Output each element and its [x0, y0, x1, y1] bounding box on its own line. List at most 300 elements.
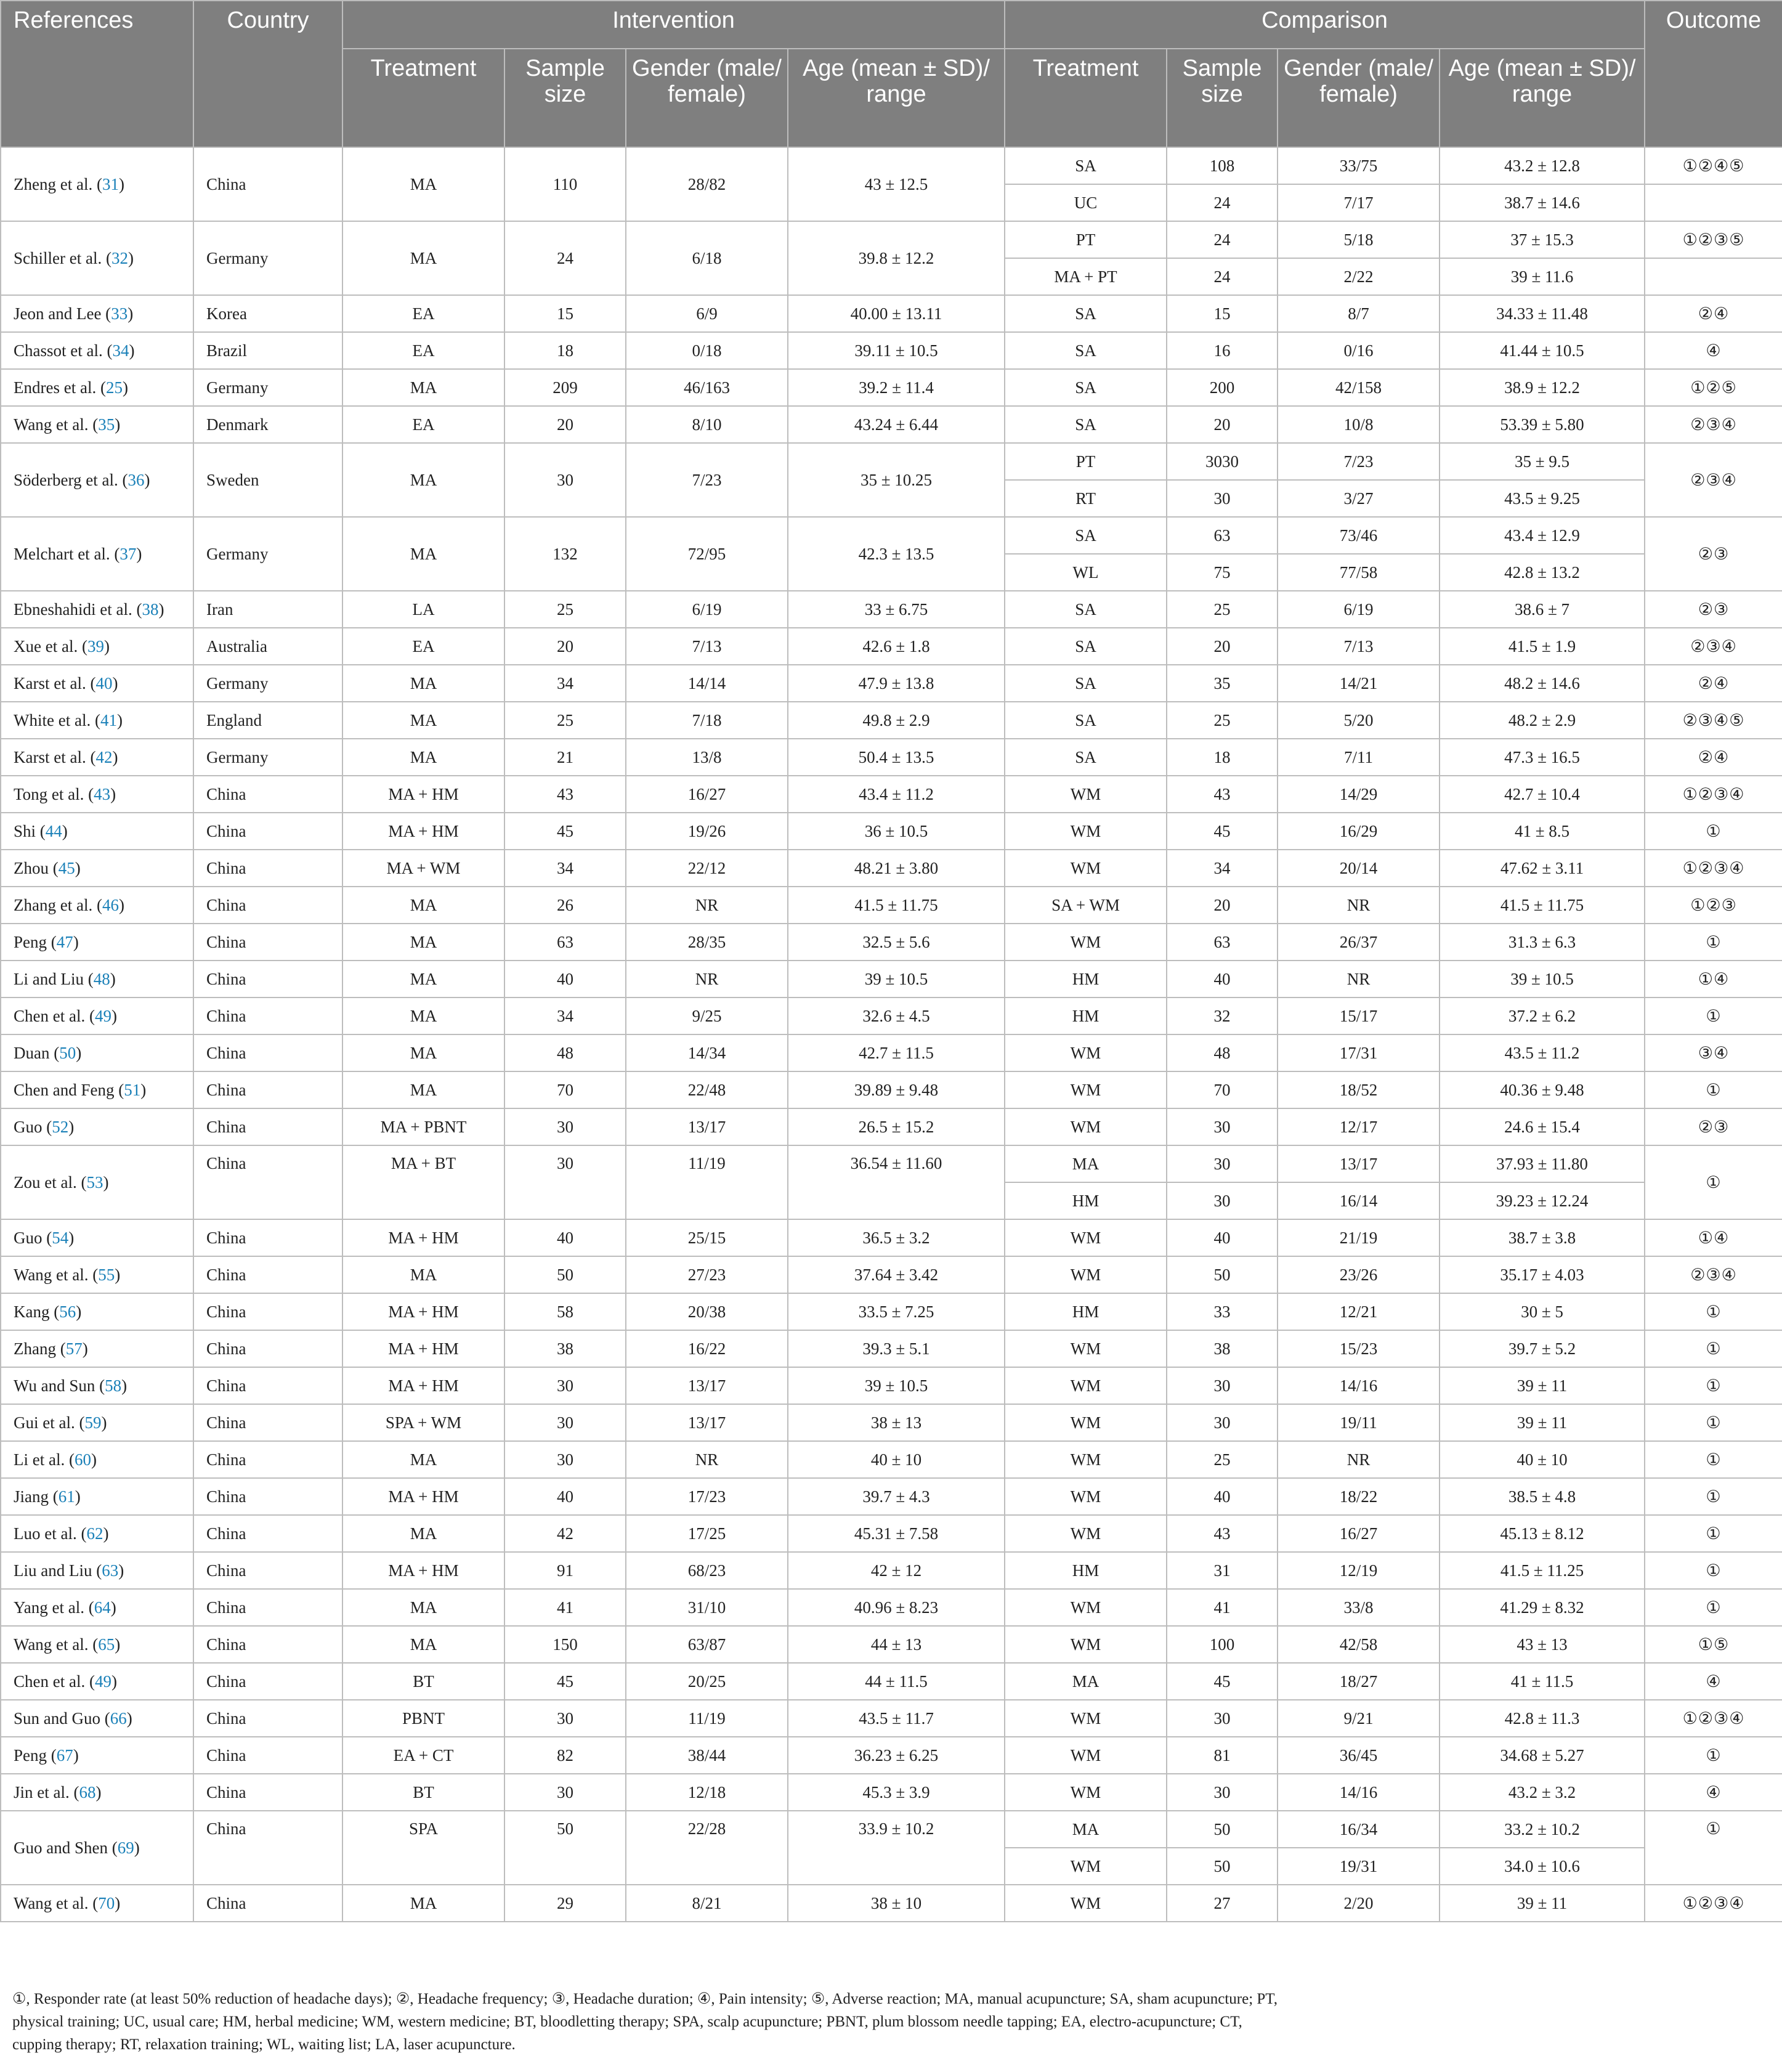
intervention-age-cell: 42.7 ± 11.5 — [788, 1034, 1005, 1071]
comparison-treatment-cell: WM — [1005, 813, 1167, 850]
comparison-gender-cell: 7/23 — [1278, 443, 1440, 480]
citation-link[interactable]: 65 — [98, 1635, 115, 1654]
intervention-treatment-cell: EA — [342, 406, 504, 443]
outcome-cell: ① — [1645, 997, 1782, 1034]
comparison-gender-cell: 8/7 — [1278, 295, 1440, 332]
reference-cell — [1, 1663, 193, 1700]
intervention-sample-size-cell: 21 — [504, 739, 626, 776]
intervention-age-cell: 49.8 ± 2.9 — [788, 702, 1005, 739]
intervention-sample-size-cell: 25 — [504, 702, 626, 739]
country-cell: China — [193, 961, 342, 997]
comparison-sample-size-cell: 200 — [1167, 369, 1278, 406]
table-row — [1, 443, 1782, 480]
outcome-cell: ②④ — [1645, 665, 1782, 702]
intervention-age-cell: 39 ± 10.5 — [788, 961, 1005, 997]
intervention-treatment-cell: MA + HM — [342, 1219, 504, 1256]
comparison-treatment-cell: HM — [1005, 961, 1167, 997]
comparison-age-cell: 39 ± 11 — [1440, 1404, 1645, 1441]
intervention-age-cell: 39.89 ± 9.48 — [788, 1071, 1005, 1108]
comparison-treatment-cell: WM — [1005, 776, 1167, 813]
intervention-sample-size-cell: 40 — [504, 961, 626, 997]
intervention-sample-size-cell: 29 — [504, 1885, 626, 1922]
comparison-treatment-cell: PT — [1005, 443, 1167, 480]
reference-text: Peng ( — [14, 933, 57, 951]
comparison-treatment-cell: MA — [1005, 1145, 1167, 1182]
comparison-sample-size-cell: 30 — [1167, 1700, 1278, 1737]
reference-text: Peng ( — [14, 1746, 57, 1765]
country-cell: Germany — [193, 221, 342, 295]
country-cell: China — [193, 887, 342, 924]
intervention-gender-cell: 16/27 — [626, 776, 788, 813]
comparison-treatment-cell: WM — [1005, 1404, 1167, 1441]
citation-link[interactable]: 56 — [59, 1302, 76, 1321]
comparison-gender-cell: 33/75 — [1278, 147, 1440, 184]
reference-cell — [1, 406, 193, 443]
citation-link[interactable]: 36 — [128, 471, 145, 489]
intervention-treatment-cell: MA — [342, 1441, 504, 1478]
country-cell: China — [193, 1811, 342, 1885]
comparison-gender-cell: 15/17 — [1278, 997, 1440, 1034]
reference-cell — [1, 517, 193, 591]
citation-close: ) — [68, 1229, 75, 1247]
reference-text: Zheng et al. ( — [14, 175, 102, 193]
citation-close: ) — [103, 637, 110, 656]
comparison-age-cell: 35.17 ± 4.03 — [1440, 1256, 1645, 1293]
comparison-sample-size-cell: 35 — [1167, 665, 1278, 702]
reference-text: Zhang ( — [14, 1339, 66, 1358]
reference-cell — [1, 924, 193, 961]
comparison-age-cell: 42.8 ± 13.2 — [1440, 554, 1645, 591]
intervention-age-cell: 40 ± 10 — [788, 1441, 1005, 1478]
comparison-age-cell: 38.6 ± 7 — [1440, 591, 1645, 628]
outcome-cell: ①②④⑤ — [1645, 147, 1782, 184]
comparison-sample-size-cell: 43 — [1167, 1515, 1278, 1552]
comparison-treatment-cell: WM — [1005, 924, 1167, 961]
reference-cell — [1, 1589, 193, 1626]
intervention-gender-cell: 9/25 — [626, 997, 788, 1034]
header-int-age: Age (mean ± SD)/ range — [788, 49, 1005, 147]
citation-close: ) — [76, 1044, 82, 1062]
intervention-gender-cell: 14/34 — [626, 1034, 788, 1071]
comparison-treatment-cell: RT — [1005, 480, 1167, 517]
comparison-age-cell: 37.2 ± 6.2 — [1440, 997, 1645, 1034]
comparison-treatment-cell: SA — [1005, 369, 1167, 406]
comparison-gender-cell: 14/16 — [1278, 1367, 1440, 1404]
outcome-cell — [1645, 258, 1782, 295]
comparison-treatment-cell: SA — [1005, 295, 1167, 332]
intervention-sample-size-cell: 41 — [504, 1589, 626, 1626]
table-row — [1, 1330, 1782, 1367]
comparison-sample-size-cell: 33 — [1167, 1293, 1278, 1330]
reference-cell — [1, 443, 193, 517]
comparison-gender-cell: 7/13 — [1278, 628, 1440, 665]
table-row — [1, 1219, 1782, 1256]
intervention-treatment-cell: MA — [342, 1589, 504, 1626]
comparison-gender-cell: 10/8 — [1278, 406, 1440, 443]
intervention-treatment-cell: MA + HM — [342, 1330, 504, 1367]
intervention-age-cell: 43.4 ± 11.2 — [788, 776, 1005, 813]
citation-link[interactable]: 45 — [58, 859, 75, 877]
intervention-treatment-cell: MA — [342, 1626, 504, 1663]
intervention-age-cell: 40.96 ± 8.23 — [788, 1589, 1005, 1626]
intervention-age-cell: 33.5 ± 7.25 — [788, 1293, 1005, 1330]
intervention-gender-cell: 16/22 — [626, 1330, 788, 1367]
table-row — [1, 739, 1782, 776]
outcome-cell: ②③④ — [1645, 628, 1782, 665]
table-row — [1, 997, 1782, 1034]
citation-link[interactable]: 53 — [86, 1173, 103, 1192]
citation-link[interactable]: 33 — [111, 304, 128, 323]
citation-link[interactable]: 39 — [87, 637, 104, 656]
citation-link[interactable]: 47 — [56, 933, 73, 951]
country-cell: China — [193, 850, 342, 887]
comparison-sample-size-cell: 81 — [1167, 1737, 1278, 1774]
comparison-gender-cell: 3/27 — [1278, 480, 1440, 517]
comparison-treatment-cell: SA + WM — [1005, 887, 1167, 924]
comparison-treatment-cell: WM — [1005, 1589, 1167, 1626]
comparison-gender-cell: 14/16 — [1278, 1774, 1440, 1811]
citation-close: ) — [136, 545, 142, 563]
citation-link[interactable]: 42 — [95, 748, 113, 766]
intervention-treatment-cell: MA — [342, 961, 504, 997]
intervention-gender-cell: 13/8 — [626, 739, 788, 776]
table-row — [1, 665, 1782, 702]
citation-link[interactable]: 25 — [105, 378, 123, 397]
intervention-sample-size-cell: 30 — [504, 1108, 626, 1145]
table-row — [1, 1626, 1782, 1663]
comparison-age-cell: 41.5 ± 11.75 — [1440, 887, 1645, 924]
citation-link[interactable]: 31 — [102, 175, 119, 193]
citation-link[interactable]: 49 — [94, 1672, 111, 1691]
country-cell: China — [193, 1515, 342, 1552]
comparison-sample-size-cell: 50 — [1167, 1811, 1278, 1848]
comparison-sample-size-cell: 20 — [1167, 887, 1278, 924]
citation-close: ) — [73, 933, 79, 951]
comparison-sample-size-cell: 31 — [1167, 1552, 1278, 1589]
comparison-age-cell: 39.7 ± 5.2 — [1440, 1330, 1645, 1367]
citation-link[interactable]: 59 — [84, 1413, 102, 1432]
citation-link[interactable]: 52 — [52, 1118, 69, 1136]
reference-text: Luo et al. ( — [14, 1524, 87, 1543]
comparison-gender-cell: 42/158 — [1278, 369, 1440, 406]
reference-text: Karst et al. ( — [14, 674, 96, 693]
reference-cell — [1, 1367, 193, 1404]
comparison-sample-size-cell: 30 — [1167, 1108, 1278, 1145]
country-cell: Germany — [193, 739, 342, 776]
comparison-treatment-cell: WM — [1005, 1478, 1167, 1515]
reference-text: Chen and Feng ( — [14, 1081, 124, 1099]
comparison-age-cell: 37.93 ± 11.80 — [1440, 1145, 1645, 1182]
citation-link[interactable]: 66 — [110, 1709, 127, 1728]
citation-close: ) — [112, 674, 118, 693]
intervention-gender-cell: 20/25 — [626, 1663, 788, 1700]
intervention-gender-cell: 7/18 — [626, 702, 788, 739]
country-cell: China — [193, 1737, 342, 1774]
outcome-cell: ①②③④ — [1645, 776, 1782, 813]
comparison-sample-size-cell: 63 — [1167, 517, 1278, 554]
citation-link[interactable]: 49 — [94, 1007, 111, 1025]
reference-text: Zhang et al. ( — [14, 896, 102, 914]
intervention-treatment-cell: MA — [342, 924, 504, 961]
citation-close: ) — [111, 1007, 117, 1025]
intervention-age-cell: 26.5 ± 15.2 — [788, 1108, 1005, 1145]
comparison-age-cell: 31.3 ± 6.3 — [1440, 924, 1645, 961]
intervention-gender-cell: 22/12 — [626, 850, 788, 887]
comparison-sample-size-cell: 38 — [1167, 1330, 1278, 1367]
comparison-gender-cell: 12/17 — [1278, 1108, 1440, 1145]
comparison-gender-cell: 5/18 — [1278, 221, 1440, 258]
intervention-treatment-cell: BT — [342, 1774, 504, 1811]
citation-link[interactable]: 37 — [119, 545, 137, 563]
citation-link[interactable]: 63 — [102, 1561, 119, 1580]
comparison-age-cell: 47.3 ± 16.5 — [1440, 739, 1645, 776]
comparison-age-cell: 35 ± 9.5 — [1440, 443, 1645, 480]
comparison-gender-cell: 20/14 — [1278, 850, 1440, 887]
table-row — [1, 1441, 1782, 1478]
citation-link[interactable]: 46 — [102, 896, 119, 914]
citation-close: ) — [95, 1783, 102, 1802]
table-row — [1, 1367, 1782, 1404]
reference-text: Jin et al. ( — [14, 1783, 79, 1802]
citation-close: ) — [121, 1376, 128, 1395]
intervention-treatment-cell: EA — [342, 332, 504, 369]
reference-text: Endres et al. ( — [14, 378, 106, 397]
comparison-treatment-cell: SA — [1005, 665, 1167, 702]
citation-link[interactable]: 69 — [117, 1838, 134, 1857]
citation-link[interactable]: 41 — [100, 711, 117, 729]
citation-link[interactable]: 40 — [95, 674, 113, 693]
reference-text: Chassot et al. ( — [14, 341, 113, 360]
intervention-treatment-cell: MA — [342, 887, 504, 924]
intervention-gender-cell: 28/82 — [626, 147, 788, 221]
table-row — [1, 1404, 1782, 1441]
intervention-age-cell: 39.8 ± 12.2 — [788, 221, 1005, 295]
header-references: References — [1, 1, 193, 147]
comparison-treatment-cell: UC — [1005, 184, 1167, 221]
outcome-cell: ②③ — [1645, 517, 1782, 591]
citation-link[interactable]: 64 — [94, 1598, 111, 1617]
citation-close: ) — [111, 1672, 117, 1691]
country-cell: China — [193, 1256, 342, 1293]
comparison-sample-size-cell: 32 — [1167, 997, 1278, 1034]
comparison-age-cell: 30 ± 5 — [1440, 1293, 1645, 1330]
outcome-cell: ① — [1645, 1811, 1782, 1885]
reference-text: Wu and Sun ( — [14, 1376, 105, 1395]
comparison-sample-size-cell: 45 — [1167, 813, 1278, 850]
citation-link[interactable]: 43 — [94, 785, 111, 803]
citation-close: ) — [118, 896, 124, 914]
country-cell: China — [193, 776, 342, 813]
comparison-gender-cell: 7/17 — [1278, 184, 1440, 221]
intervention-gender-cell: 6/19 — [626, 591, 788, 628]
comparison-treatment-cell: SA — [1005, 628, 1167, 665]
comparison-sample-size-cell: 20 — [1167, 406, 1278, 443]
comparison-sample-size-cell: 25 — [1167, 591, 1278, 628]
comparison-treatment-cell: WM — [1005, 1700, 1167, 1737]
citation-close: ) — [62, 822, 68, 840]
intervention-sample-size-cell: 40 — [504, 1219, 626, 1256]
country-cell: China — [193, 1626, 342, 1663]
intervention-age-cell: 36 ± 10.5 — [788, 813, 1005, 850]
comparison-age-cell: 43.2 ± 3.2 — [1440, 1774, 1645, 1811]
country-cell: China — [193, 1219, 342, 1256]
table-row — [1, 591, 1782, 628]
comparison-age-cell: 53.39 ± 5.80 — [1440, 406, 1645, 443]
citation-link[interactable]: 50 — [59, 1044, 76, 1062]
citation-link[interactable]: 51 — [124, 1081, 141, 1099]
intervention-sample-size-cell: 30 — [504, 1145, 626, 1219]
comparison-treatment-cell: WM — [1005, 850, 1167, 887]
comparison-gender-cell: 7/11 — [1278, 739, 1440, 776]
table-row — [1, 1811, 1782, 1848]
table-row — [1, 1145, 1782, 1182]
citation-link[interactable]: 34 — [112, 341, 129, 360]
table-row — [1, 1034, 1782, 1071]
reference-cell — [1, 591, 193, 628]
header-comp-sample-size: Sample size — [1167, 49, 1278, 147]
intervention-sample-size-cell: 42 — [504, 1515, 626, 1552]
outcome-cell: ②④ — [1645, 295, 1782, 332]
comparison-gender-cell: 2/20 — [1278, 1885, 1440, 1922]
intervention-age-cell: 36.5 ± 3.2 — [788, 1219, 1005, 1256]
intervention-sample-size-cell: 45 — [504, 813, 626, 850]
comparison-treatment-cell: HM — [1005, 1552, 1167, 1589]
outcome-cell: ②③ — [1645, 1108, 1782, 1145]
outcome-cell: ① — [1645, 1478, 1782, 1515]
intervention-treatment-cell: PBNT — [342, 1700, 504, 1737]
intervention-gender-cell: 17/23 — [626, 1478, 788, 1515]
comparison-gender-cell: 18/22 — [1278, 1478, 1440, 1515]
comparison-age-cell: 42.7 ± 10.4 — [1440, 776, 1645, 813]
reference-cell — [1, 1219, 193, 1256]
comparison-treatment-cell: WM — [1005, 1219, 1167, 1256]
reference-cell — [1, 1330, 193, 1367]
intervention-gender-cell: 6/9 — [626, 295, 788, 332]
comparison-sample-size-cell: 24 — [1167, 184, 1278, 221]
intervention-gender-cell: 27/23 — [626, 1256, 788, 1293]
comparison-age-cell: 47.62 ± 3.11 — [1440, 850, 1645, 887]
comparison-age-cell: 39 ± 10.5 — [1440, 961, 1645, 997]
reference-cell — [1, 369, 193, 406]
reference-text: Chen et al. ( — [14, 1672, 95, 1691]
comparison-treatment-cell: WM — [1005, 1774, 1167, 1811]
reference-text: Guo and Shen ( — [14, 1838, 118, 1857]
citation-link[interactable]: 62 — [86, 1524, 103, 1543]
comparison-age-cell: 38.7 ± 14.6 — [1440, 184, 1645, 221]
reference-cell — [1, 1774, 193, 1811]
reference-cell — [1, 332, 193, 369]
citation-link[interactable]: 61 — [58, 1487, 75, 1506]
reference-text: Chen et al. ( — [14, 1007, 95, 1025]
table-row — [1, 1293, 1782, 1330]
comparison-treatment-cell: WM — [1005, 1441, 1167, 1478]
comparison-gender-cell: 77/58 — [1278, 554, 1440, 591]
reference-cell — [1, 1737, 193, 1774]
outcome-cell: ①⑤ — [1645, 1626, 1782, 1663]
intervention-gender-cell: 22/48 — [626, 1071, 788, 1108]
reference-text: Wang et al. ( — [14, 415, 99, 434]
reference-cell — [1, 1256, 193, 1293]
intervention-treatment-cell: MA + HM — [342, 813, 504, 850]
comparison-sample-size-cell: 24 — [1167, 258, 1278, 295]
comparison-sample-size-cell: 50 — [1167, 1256, 1278, 1293]
comparison-sample-size-cell: 41 — [1167, 1589, 1278, 1626]
country-cell: China — [193, 997, 342, 1034]
comparison-treatment-cell: SA — [1005, 517, 1167, 554]
citation-link[interactable]: 44 — [45, 822, 62, 840]
citation-close: ) — [110, 785, 116, 803]
comparison-treatment-cell: WM — [1005, 1626, 1167, 1663]
comparison-gender-cell: 13/17 — [1278, 1145, 1440, 1182]
reference-cell — [1, 1404, 193, 1441]
intervention-sample-size-cell: 50 — [504, 1811, 626, 1885]
country-cell: China — [193, 924, 342, 961]
intervention-gender-cell: 11/19 — [626, 1145, 788, 1219]
comparison-treatment-cell: WM — [1005, 1515, 1167, 1552]
citation-close: ) — [128, 304, 134, 323]
comparison-treatment-cell: SA — [1005, 739, 1167, 776]
comparison-gender-cell: 23/26 — [1278, 1256, 1440, 1293]
citation-close: ) — [140, 1081, 147, 1099]
citation-link[interactable]: 54 — [52, 1229, 69, 1247]
intervention-age-cell: 41.5 ± 11.75 — [788, 887, 1005, 924]
intervention-gender-cell: NR — [626, 961, 788, 997]
reference-text: Schiller et al. ( — [14, 249, 111, 267]
intervention-sample-size-cell: 20 — [504, 628, 626, 665]
reference-cell — [1, 813, 193, 850]
intervention-treatment-cell: BT — [342, 1663, 504, 1700]
comparison-treatment-cell: WM — [1005, 1330, 1167, 1367]
table-row — [1, 295, 1782, 332]
citation-link[interactable]: 38 — [142, 600, 159, 619]
citation-link[interactable]: 55 — [98, 1266, 115, 1284]
citation-link[interactable]: 58 — [105, 1376, 122, 1395]
reference-cell — [1, 1071, 193, 1108]
table-row — [1, 1108, 1782, 1145]
country-cell: Iran — [193, 591, 342, 628]
citation-link[interactable]: 48 — [93, 970, 110, 988]
reference-text: Melchart et al. ( — [14, 545, 120, 563]
table-row — [1, 1515, 1782, 1552]
comparison-age-cell: 33.2 ± 10.2 — [1440, 1811, 1645, 1848]
comparison-sample-size-cell: 50 — [1167, 1848, 1278, 1885]
citation-link[interactable]: 57 — [65, 1339, 83, 1358]
table-row — [1, 1885, 1782, 1922]
table-row — [1, 1589, 1782, 1626]
outcome-cell: ②③ — [1645, 591, 1782, 628]
table-footnote: ①, Responder rate (at least 50% reduction of headache days); ②, Headache frequency; ③, Headache duration; ④, Pain intensity; ⑤, Adverse reaction; MA, manual acupuncture; SA, sham acupuncture; PT, physical training; UC, usual care; HM, herbal medicine; WM, western medicine; BT, bloodletting therapy; SPA, scalp acupuncture; PBNT, plum blossom needle tapping; EA, electro-acupuncture; CT, cupping therapy; RT, relaxation training; WL, waiting list; LA, laser acupuncture. — [12, 1991, 1278, 2053]
citation-link[interactable]: 35 — [98, 415, 115, 434]
reference-text: Yang et al. ( — [14, 1598, 94, 1617]
table-row — [1, 221, 1782, 258]
intervention-sample-size-cell: 82 — [504, 1737, 626, 1774]
comparison-gender-cell: 2/22 — [1278, 258, 1440, 295]
citation-link[interactable]: 67 — [56, 1746, 73, 1765]
citation-link[interactable]: 68 — [79, 1783, 96, 1802]
reference-cell — [1, 1108, 193, 1145]
table-row — [1, 813, 1782, 850]
citation-link[interactable]: 60 — [74, 1450, 91, 1469]
comparison-age-cell: 38.9 ± 12.2 — [1440, 369, 1645, 406]
intervention-sample-size-cell: 30 — [504, 1404, 626, 1441]
citation-link[interactable]: 70 — [98, 1894, 115, 1912]
reference-cell — [1, 1034, 193, 1071]
outcome-cell — [1645, 184, 1782, 221]
comparison-gender-cell: 19/11 — [1278, 1404, 1440, 1441]
citation-link[interactable]: 32 — [111, 249, 128, 267]
country-cell: China — [193, 1441, 342, 1478]
intervention-sample-size-cell: 132 — [504, 517, 626, 591]
